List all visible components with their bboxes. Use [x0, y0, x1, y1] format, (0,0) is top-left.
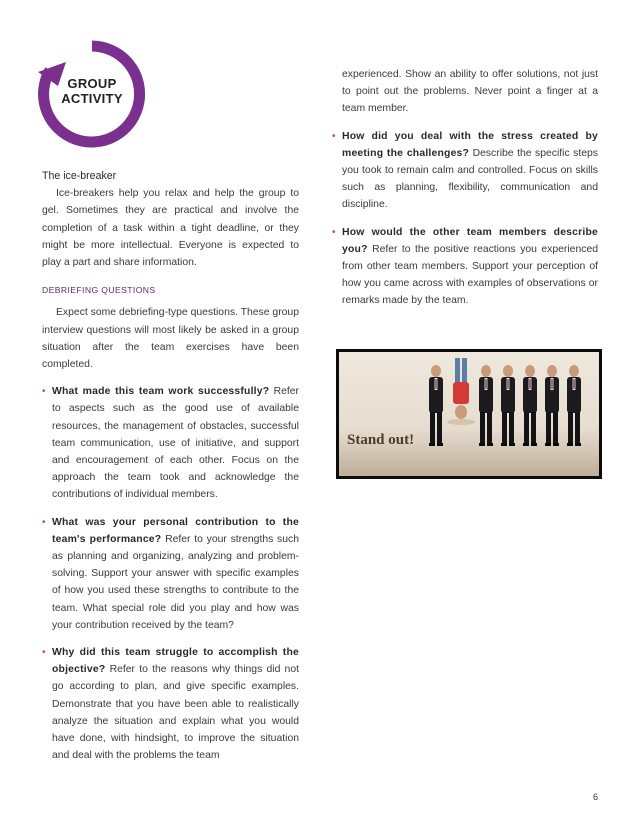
bullet-answer: Describe the specific steps you took to remain calm and controlled. Focus on skills such as planning, flexibility, communication and discipline. — [342, 147, 598, 211]
bullet-dot-icon: • — [42, 386, 46, 398]
businessmen-illustration — [339, 352, 599, 476]
bullet-dot-icon: • — [332, 130, 336, 142]
bullet-personal-contribution — [42, 514, 299, 634]
logo-line-2: ACTIVITY — [61, 91, 123, 106]
bullet-team-success — [42, 383, 299, 503]
bullet-dot-icon: • — [332, 226, 336, 238]
bullet-answer: Refer to the positive reactions you experienced from other team members. Support your perception of how you came across with examples of observations or remarks made by the team. — [342, 243, 598, 307]
right-column — [332, 66, 598, 310]
debriefing-paragraph: Expect some debriefing-type questions. These group interview questions will most likely be asked in a group situation after the team exercises have been completed. — [42, 307, 299, 371]
bullet-question: How would the other team members describe you? — [342, 226, 598, 255]
left-column — [42, 168, 299, 765]
bullet-question: Why did this team struggle to accomplish the objective? — [52, 647, 299, 676]
bullet-answer: Refer to your strengths such as planning and organizing, analyzing and problem-solving. Support your answer with specific examples of how you used these strengths to contribute to the team. What special role did you play and how was your contribution received by the team? — [52, 533, 299, 631]
bullet-dot-icon: • — [42, 516, 46, 528]
bullet-question: What made this team work successfully? — [52, 386, 270, 398]
ice-breaker-heading: The ice-breaker — [42, 170, 117, 182]
logo-text — [36, 76, 148, 106]
bullet-dot-icon: • — [42, 647, 46, 659]
ice-breaker-paragraph: Ice-breakers help you relax and help the group to gel. Sometimes they are practical and involve the completion of a task within a tight deadline, or they might be more intellectual. Everyone is expected to play a part and share information. — [42, 188, 299, 269]
bullet-question: How did you deal with the stress created by meeting the challenges? — [342, 130, 598, 159]
logo-line-1: GROUP — [67, 76, 117, 91]
bullet-describe-you — [332, 224, 598, 310]
bullet-team-struggle — [42, 644, 299, 764]
bullet-answer: Refer to aspects such as the good use of available resources, the management of obstacles, successful team communication, use of initiative, and support and encouragement of each other. Focus on the approach the team took and acknowledge the contributions of individual members. — [52, 386, 299, 501]
stand-out-photo — [336, 349, 602, 479]
struggle-continuation: experienced. Show an ability to offer solutions, not just to point out the problems. Never point a finger at a team member. — [342, 69, 598, 115]
stand-out-caption: Stand out! — [347, 432, 415, 448]
debriefing-questions-label: DEBRIEFING QUESTIONS — [42, 285, 156, 296]
bullet-question: What was your personal contribution to the team's performance? — [52, 516, 299, 545]
bullet-stress — [332, 128, 598, 214]
upside-down-man — [447, 358, 475, 425]
bullet-answer: Refer to the reasons why things did not go according to plan, and give specific examples. Demonstrate that you have been able to realistically analyze the situation and explain what you would have done, with hindsight, to improve the situation and deal with the problems the team — [52, 664, 299, 762]
page-number: 6 — [592, 792, 598, 802]
